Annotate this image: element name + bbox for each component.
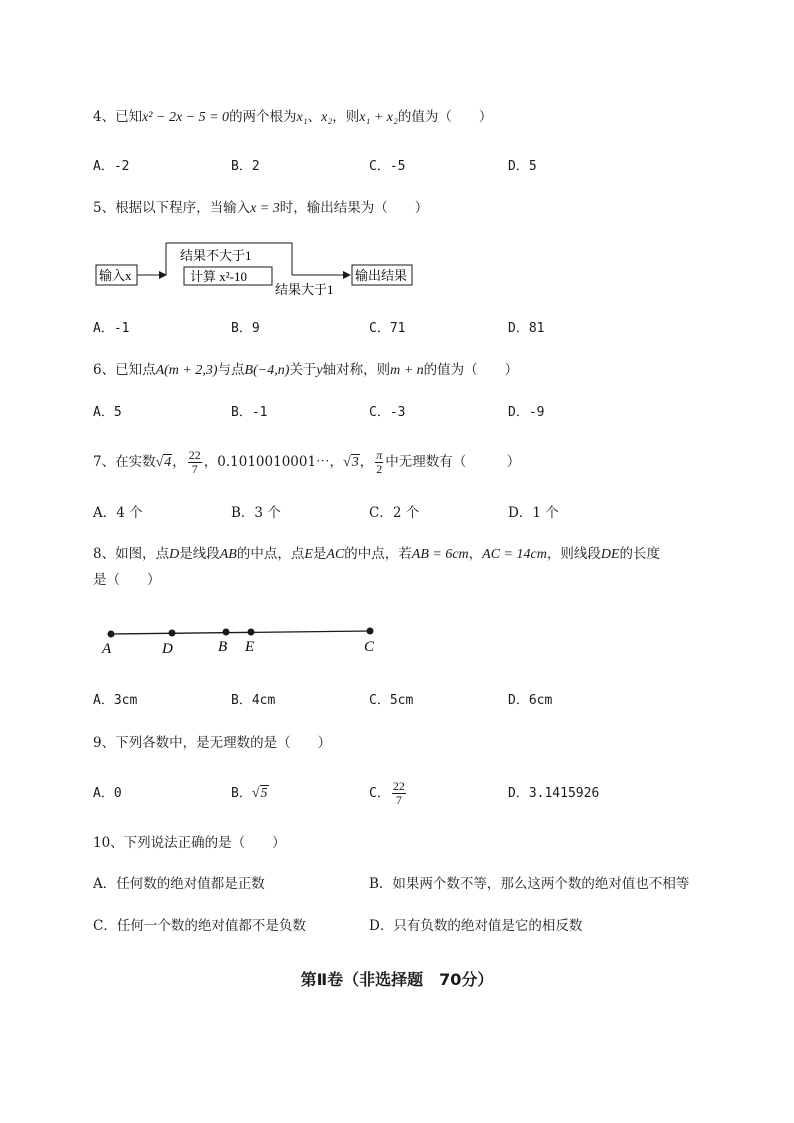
question-9-stem: 9、下列各数中，是无理数的是（ ） xyxy=(93,735,332,751)
q8-label-a: A xyxy=(102,641,112,657)
q7-option-b: B．3 个 xyxy=(231,505,281,521)
q8-dot-c xyxy=(367,628,374,635)
q9-option-b-label: B． xyxy=(231,786,252,801)
q4-prefix: 4、已知 xyxy=(93,109,143,125)
q5-stem: 5、根据以下程序，当输入 xyxy=(93,200,251,216)
q10-option-d: D．只有负数的绝对值是它的相反数 xyxy=(369,918,583,934)
q9-option-b-radicand: 5 xyxy=(260,786,268,801)
q4-option-d: D．5 xyxy=(508,159,537,174)
q7-frac2-num: π xyxy=(376,448,383,462)
flow-compute-label: 计算 x²-10 xyxy=(190,269,247,284)
question-8-stem-line1 xyxy=(93,545,660,564)
q8-dot-d xyxy=(169,630,176,637)
q6-option-a: A．5 xyxy=(93,405,122,420)
question-10-stem: 10、下列说法正确的是（ ） xyxy=(93,835,286,851)
q9-option-c-den: 7 xyxy=(395,793,402,807)
q6-option-b: B．-1 xyxy=(231,405,268,420)
q4-root2: x₂ xyxy=(321,110,333,125)
q7-frac2-den: 2 xyxy=(376,462,383,476)
section-title: 第Ⅱ卷（非选择题 70分） xyxy=(300,970,494,989)
q8-option-c: C．5cm xyxy=(369,693,414,708)
q6-mid: 与点 xyxy=(217,362,245,378)
q7-frac1-den: 7 xyxy=(191,462,198,476)
q7-option-c: C．2 个 xyxy=(369,505,420,521)
q10-option-b: B．如果两个数不等，那么这两个数的绝对值也不相等 xyxy=(369,876,690,892)
q4-then: ，则 xyxy=(332,109,360,125)
flow-output-label: 输出结果 xyxy=(355,268,408,283)
q7-frac1-num: 22 xyxy=(188,448,201,462)
q6-prefix: 6、已知点 xyxy=(93,362,156,378)
flow-input-label: 输入x xyxy=(99,268,132,283)
q6-expr: m + n xyxy=(390,363,424,378)
q6-axis: y xyxy=(316,363,323,378)
question-6-stem xyxy=(93,361,518,380)
q9-option-b xyxy=(231,785,269,803)
q4-equation: x² − 2x − 5 = 0 xyxy=(142,110,230,125)
q8-label-c: C xyxy=(364,639,375,655)
q8-ac-value: AC = 14cm xyxy=(482,547,547,562)
q8-text-f: ，则线段 xyxy=(546,546,601,562)
flow-exit-label: 结果大于1 xyxy=(275,282,334,297)
q8-dot-b xyxy=(223,629,230,636)
question-4-stem xyxy=(93,108,492,127)
q8-segment-de: DE xyxy=(600,547,620,562)
q7-sqrt4: √4 xyxy=(155,455,172,470)
q8-segment-line xyxy=(111,631,370,634)
q6-option-d: D．-9 xyxy=(508,405,545,420)
q8-option-b: B．4cm xyxy=(231,693,276,708)
q8-text-a: 8、如图，点 xyxy=(93,546,170,562)
q9-option-b-sqrt: √5 xyxy=(251,786,268,801)
q5-option-c: C．71 xyxy=(369,321,406,336)
q8-text-c: 的中点，点 xyxy=(236,546,305,562)
q6-option-c: C．-3 xyxy=(369,405,406,420)
flow-loop-label: 结果不大于1 xyxy=(180,248,252,263)
q9-option-c-num: 22 xyxy=(392,779,405,793)
question-8-stem-line2: 是（ ） xyxy=(93,572,161,588)
q6-point-a: A(m + 2,3) xyxy=(155,363,218,378)
q7-prefix: 7、在实数 xyxy=(93,454,156,470)
q7-sqrt4-radicand: 4 xyxy=(164,455,172,470)
q8-label-d: D xyxy=(162,641,173,657)
q8-text-g: 的长度 xyxy=(619,546,660,562)
q6-suffix: 的值为（ ） xyxy=(423,362,519,378)
q6-sym: 轴对称，则 xyxy=(322,362,391,378)
q9-option-c-frac xyxy=(392,780,406,807)
q8-dot-a xyxy=(108,631,115,638)
q8-point-d: D xyxy=(169,547,180,562)
q9-option-d: D．3.1415926 xyxy=(508,786,600,801)
q7-sqrt3-radicand: 3 xyxy=(351,455,359,470)
q8-comma: ， xyxy=(468,546,483,562)
q5-option-d: D．81 xyxy=(508,321,545,336)
q6-about: 关于 xyxy=(289,362,317,378)
q5-cond: x = 3 xyxy=(250,201,280,216)
q10-option-a: A．任何数的绝对值都是正数 xyxy=(93,876,265,892)
q6-point-b: B(−4,n) xyxy=(244,363,290,378)
q7-frac2 xyxy=(375,449,383,476)
q7-option-d: D．1 个 xyxy=(508,505,559,521)
q7-option-a: A．4 个 xyxy=(93,505,143,521)
q9-option-a: A．0 xyxy=(93,786,122,801)
q5-stem-end: 时，输出结果为（ ） xyxy=(279,200,429,216)
q8-point-e: E xyxy=(304,547,313,562)
q9-option-c xyxy=(369,776,408,812)
q8-label-e: E xyxy=(245,639,255,655)
q4-option-c: C．-5 xyxy=(369,159,406,174)
q8-text-b: 是线段 xyxy=(179,546,220,562)
q8-segment-ac: AC xyxy=(326,547,345,562)
q7-suffix: 中无理数有（ ） xyxy=(385,454,521,470)
q4-expr: x₁ + x₂ xyxy=(359,110,398,125)
q10-option-c: C．任何一个数的绝对值都不是负数 xyxy=(93,918,306,934)
q4-suffix: 的值为（ ） xyxy=(397,109,493,125)
q5-option-b: B．9 xyxy=(231,321,260,336)
q9-option-c-label: C． xyxy=(369,786,390,801)
q7-decimal: ，0.1010010001⋯， xyxy=(203,454,344,470)
q8-option-d: D．6cm xyxy=(508,693,553,708)
q4-option-a: A．-2 xyxy=(93,159,130,174)
q8-segment-ab: AB xyxy=(219,547,237,562)
q7-sqrt3: √3 xyxy=(343,455,359,470)
q5-flowchart xyxy=(90,236,430,298)
question-7-stem: 7、在实数√4， $\frac{22}{7}$ ，0.1010010001⋯，√3， $\frac{\pi}{2}$ 中无理数有（ ） xyxy=(93,448,521,476)
q5-option-a: A．-1 xyxy=(93,321,130,336)
q8-segment-figure xyxy=(98,620,388,660)
question-5-stem xyxy=(93,199,428,218)
q8-dot-e xyxy=(248,629,255,636)
q8-label-b: B xyxy=(218,639,228,655)
q8-text-d: 是 xyxy=(312,546,327,562)
q4-root1: x₁ xyxy=(296,110,308,125)
q8-ab-value: AB = 6cm xyxy=(411,547,469,562)
q7-frac1 xyxy=(188,449,202,476)
q4-sep: 、 xyxy=(307,109,322,125)
q8-option-a: A．3cm xyxy=(93,693,138,708)
q4-mid: 的两个根为 xyxy=(229,109,297,125)
q8-text-e: 的中点，若 xyxy=(344,546,412,562)
q4-option-b: B．2 xyxy=(231,159,260,174)
